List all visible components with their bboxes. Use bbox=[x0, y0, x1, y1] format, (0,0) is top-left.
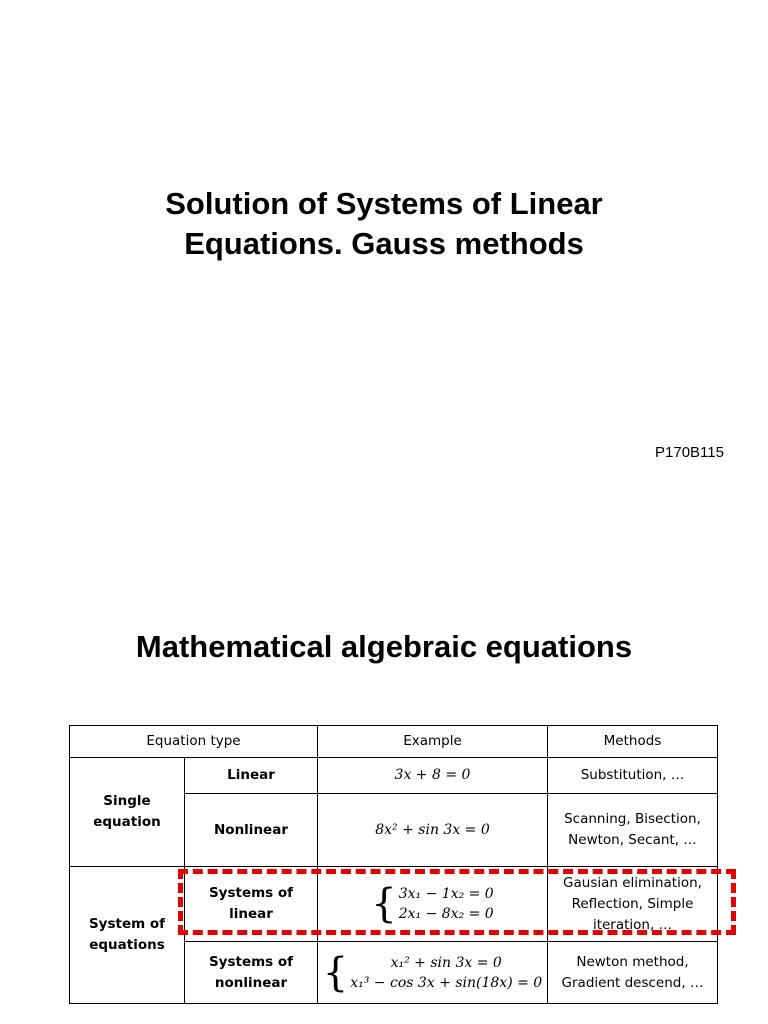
example-cell bbox=[318, 942, 548, 1004]
methods-cell: Substitution, … bbox=[548, 758, 718, 794]
example-cell: 8x² + sin 3x = 0 bbox=[318, 794, 548, 867]
slide-title-line-2: Equations. Gauss methods bbox=[184, 226, 584, 261]
group-label: System of equations bbox=[70, 867, 185, 1004]
equation-line: 3x₁ − 1x₂ = 0 bbox=[398, 886, 494, 902]
header-example: Example bbox=[318, 726, 548, 758]
methods-cell: Gausian elimination, Reflection, Simple iteration, … bbox=[548, 867, 718, 942]
header-equation-type: Equation type bbox=[70, 726, 318, 758]
group-label: Single equation bbox=[70, 758, 185, 867]
left-brace-icon: { bbox=[322, 949, 349, 996]
left-brace-icon: { bbox=[371, 881, 397, 927]
table-header-row bbox=[70, 726, 718, 758]
table-row bbox=[70, 758, 718, 794]
equation-type-cell: Linear bbox=[185, 758, 318, 794]
methods-cell: Scanning, Bisection, Newton, Secant, … bbox=[548, 794, 718, 867]
equation-type-cell: Systems of linear bbox=[185, 867, 318, 942]
equations-slide bbox=[0, 575, 768, 1024]
equations-table bbox=[69, 725, 718, 1004]
methods-cell: Newton method, Gradient descend, … bbox=[548, 942, 718, 1004]
example-cell: 3x + 8 = 0 bbox=[318, 758, 548, 794]
header-methods: Methods bbox=[548, 726, 718, 758]
equation-line: x₁² + sin 3x = 0 bbox=[390, 954, 502, 971]
slide-heading: Mathematical algebraic equations bbox=[135, 629, 633, 664]
equation-type-cell: Nonlinear bbox=[185, 794, 318, 867]
highlight-box bbox=[178, 869, 736, 935]
course-code: P170B115 bbox=[655, 444, 724, 461]
equation-line: x₁³ − cos 3x + sin(18x) = 0 bbox=[350, 974, 543, 991]
equation-system bbox=[322, 949, 543, 996]
slide-title-line-1: Solution of Systems of Linear bbox=[165, 186, 603, 221]
equation-type-cell: Systems of nonlinear bbox=[185, 942, 318, 1004]
slide-title bbox=[0, 184, 768, 264]
equation-line: 2x₁ − 8x₂ = 0 bbox=[398, 906, 494, 922]
